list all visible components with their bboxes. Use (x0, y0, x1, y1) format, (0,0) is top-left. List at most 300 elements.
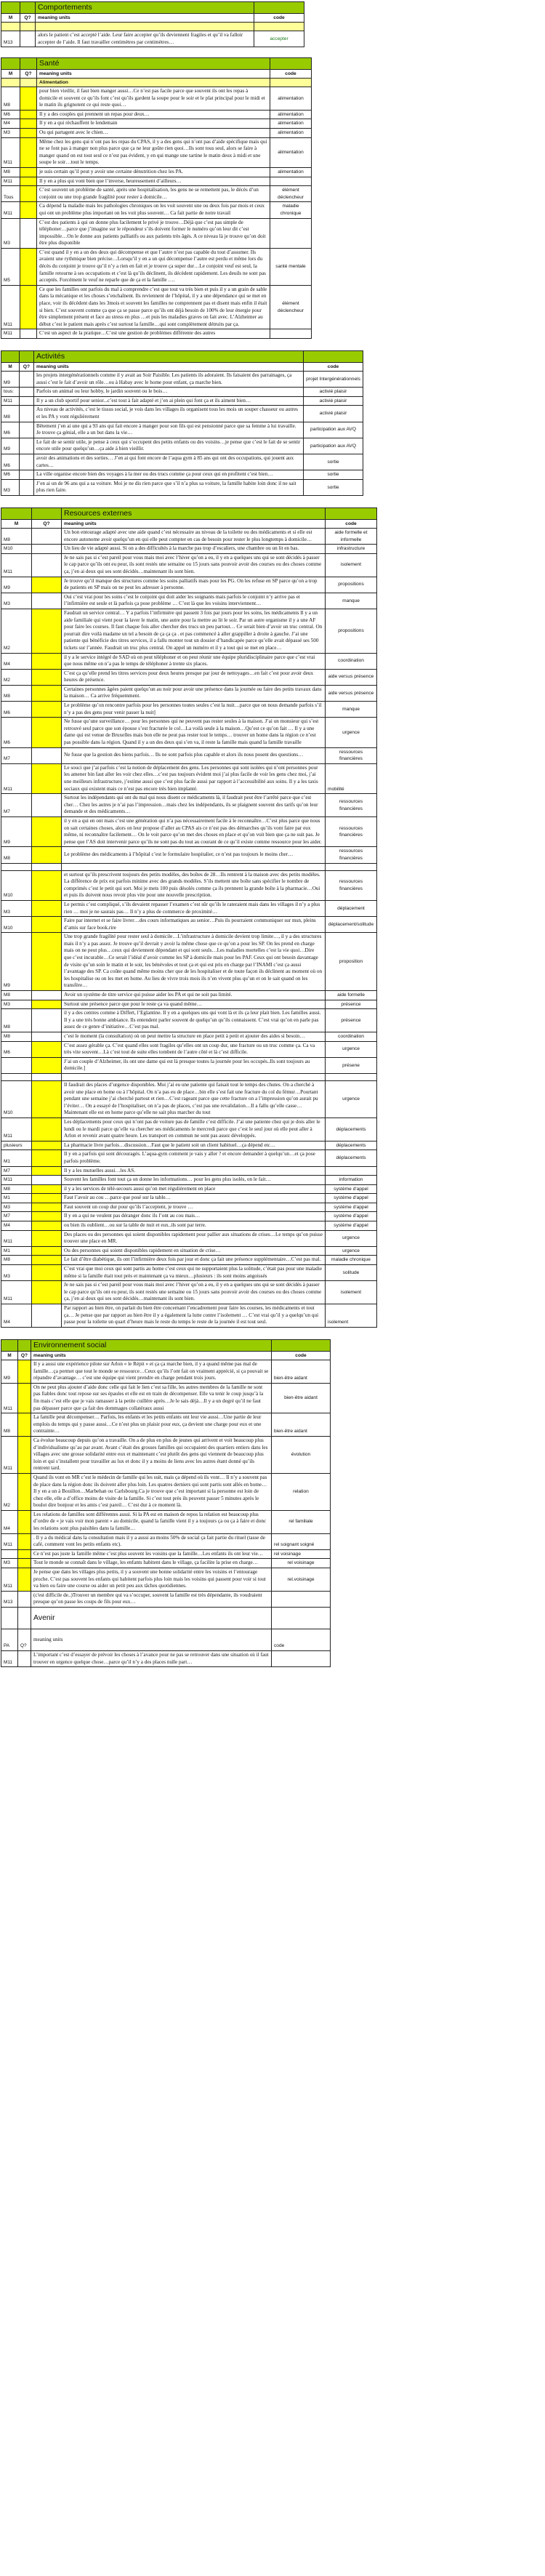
cell-code: déplacement/solitude (326, 917, 377, 933)
cell-m: M9 (1, 438, 20, 454)
cell-code: propositions (326, 609, 377, 653)
cell-q-flagged (20, 137, 37, 167)
table-row (1, 1230, 377, 1246)
cell-q-flagged (20, 119, 37, 129)
col-q-header: Q? (18, 1352, 31, 1360)
cell-m: M8 (1, 87, 20, 111)
cell-code: manque (326, 702, 377, 718)
col-m-header: M (1, 363, 20, 372)
cell-meaning-unit: Ou des personnes qui soient disponibles rapidement en situation de crise… (62, 1246, 326, 1256)
cell-q (32, 794, 62, 817)
cell-code: aide formelle (326, 991, 377, 1000)
cell-code: manque (326, 593, 377, 609)
cell-m: M10 (1, 917, 32, 933)
cell-code: sortie (304, 470, 363, 480)
cell-m: M6 (1, 1041, 32, 1057)
col-q-header: Q? (20, 14, 36, 23)
col-units-header: meaning units (36, 14, 254, 23)
cell-m: M4 (1, 119, 20, 129)
cell-m: M2 (1, 1473, 18, 1510)
cell-code: aide versus présence (326, 685, 377, 701)
cell-q (32, 553, 62, 577)
table-row (1, 1009, 377, 1032)
cell-meaning-unit: Le problème qu’on rencontre parfois pour les personnes toutes seules c’est la nuit…parce que on nous demande parfois s’il n’y a pas des gens pour venir passer la nuit] (62, 702, 326, 718)
cell-m: M1 (1, 1194, 32, 1203)
cell-m: M3 (1, 218, 20, 248)
cell-q-flagged (32, 1230, 62, 1246)
table-row (1, 1166, 377, 1176)
cell-m: M3 (1, 1559, 18, 1568)
table-title-row (1, 508, 377, 520)
cell-q (32, 991, 62, 1000)
table-title-row (1, 1340, 331, 1352)
cell-q-flagged (32, 847, 62, 863)
table-row (1, 917, 377, 933)
table-row (1, 202, 312, 218)
cell-code: infrastructure (326, 545, 377, 554)
cell-q-flagged (32, 870, 62, 900)
table-row (1, 933, 377, 991)
cell-meaning-unit: C’est assez gérable ça. C’est quand elles sont fragiles qu’elles ont un coup dur, une fracture ou un truc comme ça. Ca va très vite souvent…Là c’est tout de suite elles tombent de l’autre côté et là c’est difficile. (62, 1041, 326, 1057)
table-row (1, 1568, 331, 1592)
empty-row (1, 863, 377, 870)
table-row (1, 1413, 331, 1437)
table-title: Environnement social (31, 1340, 272, 1352)
cell-meaning-unit: Il y a un club sportif pour senior...c’est tout à fait adapté et j’en ai plein qui font ça et ils aiment bien… (34, 396, 304, 406)
empty-row (1, 1073, 377, 1080)
table-row (1, 847, 377, 863)
cell-q-flagged (32, 609, 62, 653)
cell-code: aide versus présence (326, 669, 377, 685)
cell-m: M3 (1, 128, 20, 137)
cell-meaning-unit: J’ai un couple d’Alzheimer, ils ont une dame qui est là presque toutes la journée pour les occupés..Ils sont toujours au domicile.] (62, 1057, 326, 1073)
table-title: Avenir (31, 1608, 272, 1629)
cell-q-flagged (32, 917, 62, 933)
cell-q-flagged (20, 186, 37, 202)
cell-code: déplacements (326, 1150, 377, 1166)
table-row (1, 1510, 331, 1533)
table-row (1, 669, 377, 685)
cell-q-flagged (20, 248, 37, 285)
table-header-row (1, 70, 312, 79)
cell-meaning-unit: Ne fusse qu’une surveillance… pour les personnes qui ne peuvent pas rester seules à la maison. J’ai un monsieur qui s’est retrouvé seul parce que son épouse s’est fracturée le col…La voilà seule à la maison…Qu’est ce qu’on fait … Il y a une dame qui est venue de Bruxelles mais bon elle ne peut pas rester tout le temps… trouver un home dans la région ce n’est pas possible dans la région. Quand il y a un des deux qui s’en va, il reste la famille mais quand la famille travaille (62, 718, 326, 747)
cell-code: relation (272, 1473, 331, 1510)
table-row (1, 177, 312, 186)
cell-meaning-unit: Ne fusse que la gestion des biens parfois… Ils ne sont parfois plus capable et alors ils nous posent des questions… (62, 747, 326, 763)
cell-code: bien-être aidant (272, 1413, 331, 1437)
cell-q-flagged (32, 685, 62, 701)
cell-q-flagged (20, 128, 37, 137)
table-title-row (1, 351, 363, 363)
table-activites (1, 350, 363, 496)
cell-q-flagged (32, 718, 62, 747)
cell-q-flagged (20, 177, 37, 186)
cell-q-flagged (32, 1194, 62, 1203)
cell-code: urgence (326, 1230, 377, 1246)
cell-m: M8 (1, 1032, 32, 1042)
cell-q (20, 218, 37, 248)
cell-code: coordination (326, 653, 377, 669)
cell-m: M11 (1, 1533, 18, 1549)
cell-m: M10 (1, 545, 32, 554)
table-row (1, 438, 363, 454)
cell-meaning-unit (62, 1073, 326, 1080)
cell-code: ressources financières (326, 794, 377, 817)
cell-meaning-unit: La famille peut décompenser… Parfois, les enfants et les petits enfants ont leur vie aussi…Une partie de leur emplois du temps qui y passe aussi…Ce n’est plus un plaisir pour eux, ça devient une charge pour eux et une contrainte… (31, 1413, 272, 1437)
cell-code (326, 1073, 377, 1080)
cell-code: participation aux AVQ (304, 438, 363, 454)
col-q-header: Q? (20, 70, 37, 79)
cell-meaning-unit: Faudrait un service central… Y a parfois l’infirmière qui passent 3 fois par jours pour les soins, les médicaments Il y a un aide familiale qui vient pour la laver le matin, une autre pour la mettre au lit le soir. Par un autre organisme il y a une AF pour faire les courses. Il faut chaque fois aller chercher des trucs un peu partout… Ce serait bien d’avoir un truc central. On pourrait dire voilà madame un tel a besoin de ça ça ça . et pas commencé à aller grappiller à droite à gauche. J’ai une patiente qui bénéficie des titres services, il a fallu monter tout un dossier d’handicapée parce qu’elle avait dépassé ses 500 tickets sur l’année. Faudrait un truc plus central. On appel un numéro et il y a tout qui se met en place… (62, 609, 326, 653)
col-q-header: Q? (20, 363, 34, 372)
cell-q-flagged (32, 1118, 62, 1141)
cell-meaning-unit: Il faudrait des places d’urgence disponibles. Moi j’ai eu une patiente qui faisait tout le temps des chutes. On a cherché à avoir une place en home ou à l’hôpital. On n’a pas eu de place…bin elle s’est fait une fracture du col du fémur…Pourtant pendant une semaine j’ai cherché partout et rien…C’est rageant parce que cette fracture on a l’impression qu’on aurait pu l’éviter… On a essayé de l’hospitaliser, on n’a pas de places, c’est pas une revalidation…Il a fallu qu’elle casse…Maintenant elle est en home parce qu’elle ne sait plus marcher du tout (62, 1080, 326, 1118)
cell-meaning-unit: L’important c’est d’essayer de prévoir les choses à l’avance pour ne pas se retrouver dans une situation où il faut trouver en urgence quelque chose…parce qu’il n’y a des places nulle part… (31, 1651, 272, 1667)
cell-m: M8 (1, 406, 20, 422)
table-row (1, 1118, 377, 1141)
cell-m: M10 (1, 1080, 32, 1118)
cell-m: M6 (1, 422, 20, 438)
cell-q-flagged (32, 816, 62, 846)
cell-q (32, 529, 62, 545)
table-row (1, 1141, 377, 1150)
cell-q-flagged (20, 285, 37, 329)
cell-m: M6 (1, 454, 20, 470)
cell-code: alimentation (270, 110, 312, 119)
col-units-header: meaning units (34, 363, 304, 372)
cell-meaning-unit: Il y en a parfois qui sont découragés. L’aqua-gym comment je vais y aller ? et encore demander à quelqu’un…et ça pose parfois problème. (62, 1150, 326, 1166)
cell-meaning-unit: Il y en a plus qui vont bien que l’inverse, heureusement d’ailleurs… (37, 177, 270, 186)
cell-q-flagged (18, 1568, 31, 1592)
cell-code: système d'appel (326, 1184, 377, 1194)
cell-code: rel soignant soigné (272, 1533, 331, 1549)
cell-meaning-unit: Surtout les indépendants qui ont du mal qui nous disent ce médicaments là, il faudrait peut être l’arrêté parce que c’est cher… Chez les autres je n’ai pas l’impression…mais chez les indépendants, ils se plaignent souvent des tarifs qu’on leur demande et des médicaments… (62, 794, 326, 817)
cell-m: M4 (1, 653, 32, 669)
cell-code (272, 1591, 331, 1607)
cell-meaning-unit: Ce que les familles ont parfois du mal à comprendre c’est que tout va très bien et puis il y a un grain de sable dans la mécanique et les choses s’enchaînent. Ils reviennent de l’hôpital, il y a une dépendance qui se met en place, voir ils décèdent dans les 3mois et souvent les familles ne comprennent pas et disent mais enfin il était si bien. C’est souvent comme ça que ça se passe parce qu’ils ont déjà besoin de 100% de leur énergie pour être simplement présent et face au stress en plus …et puis les maladies graves on fait avec. L’Alzheimer au début c’est le patient mais après c’est surtout la famille…qui sont complètement détruits par ça. (37, 285, 270, 329)
table-row (1, 110, 312, 119)
cell-m: M3 (1, 479, 20, 495)
cell-q-flagged (32, 763, 62, 793)
cell-q-flagged (32, 1150, 62, 1166)
cell-meaning-unit: Des places ou des personnes qui soient disponibles rapidement pour pallier aux situations de crises…Le temps qu’on puisse trouver une place en MR. (62, 1230, 326, 1246)
table-row (1, 763, 377, 793)
subheader-alimentation: Alimentation (37, 79, 270, 87)
col-m-header: M (1, 1352, 18, 1360)
cell-meaning-unit: Parfois un animal ou leur hobby, le jardin souvent ou le bois… (34, 388, 304, 397)
table-row (1, 870, 377, 900)
cell-q (20, 470, 34, 480)
cell-meaning-unit: Avoir un système de titre service qui puisse aider les PA et qui ne soit pas limité. (62, 991, 326, 1000)
table-row (1, 1041, 377, 1057)
cell-m: M9 (1, 816, 32, 846)
cell-m: M9 (1, 577, 32, 593)
table-row (1, 422, 363, 438)
cell-q-flagged (18, 1549, 31, 1559)
table-title: Activités (34, 351, 304, 363)
col-pa-header: PA (1, 1629, 18, 1651)
cell-q-flagged (32, 702, 62, 718)
cell-m: M13 (1, 31, 20, 47)
cell-m: M11 (1, 177, 20, 186)
cell-code (326, 863, 377, 870)
cell-q (20, 372, 34, 388)
cell-m (1, 1073, 32, 1080)
cell-m: M9 (1, 1360, 18, 1384)
table-row (1, 128, 312, 137)
table-row (1, 329, 312, 339)
cell-m: M11 (1, 329, 20, 339)
table-row (1, 553, 377, 577)
cell-code: projet Intergénérationnels (304, 372, 363, 388)
cell-code: bien-être aidant (272, 1383, 331, 1413)
cell-meaning-unit: pour bien vieillir, il faut bien manger aussi…Ce n’est pas facile parce que souvent ils ont les repas à domicile et souvent ce qu’ils font c’est qu’ils gardent la soupe pour le soir et le plat principal pour le midi et le matin ils grignotent ce qui reste quoi… (37, 87, 270, 111)
cell-code: isolement (326, 553, 377, 577)
table-title: Resources externes (62, 508, 326, 520)
cell-q (20, 422, 34, 438)
cell-m: M8 (1, 1413, 18, 1437)
table-row (1, 1080, 377, 1118)
cell-m: M11 (1, 553, 32, 577)
table-row (1, 31, 304, 47)
cell-code: système d'appel (326, 1194, 377, 1203)
cell-meaning-unit: Un bon entourage adapté avec une aide quand c’est nécessaire au niveau de la toilette ou des médicaments et si elle est encore autonome avoir quelqu’un en qui elle peut compter en cas de besoin pour rester le plus longtemps à domicile… (62, 529, 326, 545)
col-units-header: meaning units (31, 1629, 272, 1651)
table-row (1, 396, 363, 406)
cell-meaning-unit: Le permis c’est compliqué, s’ils devaient repasser l’examen c’est sûr qu’ils le rateraient mais dans les villages il n’y a plus rien … moi je ne saurais pas… Il n’y a plus de commerce de proximité… (62, 900, 326, 916)
cell-meaning-unit: c’est le moment (la consultation) où on peut mettre la structure en place petit à petit et ajouter des aides si besoin… (62, 1032, 326, 1042)
cell-meaning-unit: Un lieu de vie adapté aussi. Si on a des difficultés à la marche pas trop d’escaliers, une chambre ou un lit en bas. (62, 545, 326, 554)
cell-code: santé mentale (270, 248, 312, 285)
cell-code (270, 329, 312, 339)
cell-m: tous: (1, 388, 20, 397)
cell-code: aide formelle et informelle (326, 529, 377, 545)
cell-m: M7 (1, 1212, 32, 1221)
cell-code: alimentation (270, 137, 312, 167)
cell-meaning-unit: Il y a des couples qui prennent un repas pour deux… (37, 110, 270, 119)
table-row (1, 794, 377, 817)
cell-meaning-unit: je suis certain qu’il peut y avoir une certaine dénutrition chez les PA. (37, 167, 270, 177)
table-header-row (1, 14, 304, 23)
cell-code: urgence (326, 1041, 377, 1057)
cell-code: rel familiale (272, 1510, 331, 1533)
cell-q-flagged (18, 1473, 31, 1510)
table-row (1, 685, 377, 701)
cell-q (20, 479, 34, 495)
table-row (1, 454, 363, 470)
col-units-header: meaning units (62, 520, 326, 529)
cell-q-flagged (32, 1000, 62, 1009)
table-row (1, 1473, 331, 1510)
table-row (1, 1176, 377, 1185)
cell-q (18, 1591, 31, 1607)
cell-meaning-unit: Ce n’est pas juste la famille même c’est plus souvent les voisins que la famille…Les enfants ils ont leur vie… (31, 1549, 272, 1559)
cell-q-flagged (32, 1184, 62, 1194)
table-row (1, 1304, 377, 1328)
cell-code: système d'appel (326, 1203, 377, 1212)
table-row (1, 718, 377, 747)
cell-meaning-unit: C’est des patients à qui on donne plus facilement le privé je trouve…Déjà que c’est pas simple de téléphoner…parce que j’imagine sur le répondeur s’ils doivent former le numéro qu’on leur dit c’est impossible…On le donne aux patients palliatifs ou aux patients très âgés. A ce niveau là je trouve qu’on doit être plus disponible (37, 218, 270, 248)
cell-meaning-unit: C’est vrai que moi ceux qui sont partis au home c’est ceux qui ne supportaient plus la solitude, c’était pas pour une maladie même si la famille était tout près et maintenant ça va mieux…plusieurs : ils sont moins angoissés (62, 1265, 326, 1281)
cell-q-flagged (32, 1141, 62, 1150)
cell-m: M11 (1, 1176, 32, 1185)
table-row (1, 167, 312, 177)
cell-m: M11 (1, 137, 20, 167)
cell-q (32, 1009, 62, 1032)
cell-meaning-unit: Surtout une présence parce que pour le reste ça va quand même… (62, 1000, 326, 1009)
cell-q-flagged (18, 1559, 31, 1568)
cell-code: ressources financières (326, 816, 377, 846)
cell-meaning-unit: avoir des animations et des sorties… J’en ai qui font encore de l’aqua gym à 85 ans qui ont des occupations, qui jouent aux cartes… (34, 454, 304, 470)
cell-q-flagged (20, 167, 37, 177)
table-row (1, 1436, 331, 1473)
cell-meaning-unit: il y a des centres comme à Differt, l’Eglantine. Il y en a quelques uns qui vont là et ils ça leur plait bien. Les familles aussi. Il y a une très bonne ambiance. Ils entendent parler souvent de quelqu’un qu’ils connaissent. C’est vrai qu’on en parle pas assez de ce genre d’initiative…C’est pas mal. (62, 1009, 326, 1032)
table-row (1, 1533, 331, 1549)
col-m-header: M (1, 520, 32, 529)
cell-code: alimentation (270, 87, 312, 111)
cell-meaning-unit: Quand ils vont en MR c’est le médecin de famille qui les suit, mais ça dépend où ils vont… Il n’y a souvent pas de place dans la région donc ils doivent aller plus loin. Les quatres derniers qui sont partis sont allés en home…Il y en a un à Bouillon…Marbehan ou Carlsbourg.Ca je trouve que c’est important si la personne est loin de chez elle, elle a d’office moins de visite de la famille. Si c’est tout près ils peuvent passer 5 minutes après le boulot dire bonjour et les amis c’est pareil… C’est dur à ce moment là. (31, 1473, 272, 1510)
cell-code: alimentation (270, 119, 312, 129)
cell-code: participation aux AVQ (304, 422, 363, 438)
cell-meaning-unit: les projets intergénérationnels comme il y avait au Soir Paisible. Les patients ils adoraient. Ils faisaient des parrainages, ça aussi c’est le fait d’avoir un rôle…ou à Habay avec le home pour enfant, ça marche bien. (34, 372, 304, 388)
table-comportements (1, 1, 304, 47)
cell-meaning-unit: Faut l’avoir au cou …parce que posé sur la table… (62, 1194, 326, 1203)
cell-q (32, 863, 62, 870)
table-row (1, 470, 363, 480)
cell-meaning-unit (62, 863, 326, 870)
cell-m: M7 (1, 1166, 32, 1176)
table-row (1, 1212, 377, 1221)
cell-m: M4 (1, 1510, 18, 1533)
cell-m: Tous (1, 186, 20, 202)
cell-m: M8 (1, 1256, 32, 1265)
cell-code: isolement (326, 1281, 377, 1304)
cell-m: M4 (1, 1304, 32, 1328)
cell-code: isolement (326, 1304, 377, 1328)
table-subheader-row (1, 79, 312, 87)
cell-m: M2 (1, 669, 32, 685)
cell-q (32, 1073, 62, 1080)
cell-meaning-unit: La ville organise encore bien des voyages à la mer ou des trucs comme ça pour ceux qui en profitent c’est bien… (34, 470, 304, 480)
cell-meaning-unit: il y en a qui en ont mais c’est une génération qui n’a pas nécessairement facile à le reconnaître…C’est plus parce que nous on sait certaines choses, alors on leur propose d’aller au CPAS ais ce n’est pas des démarches qu’ils vont faire par eux même, ni reconnaître facilement… On le voit parce qu’on met des choses en place et qu’on voit bien que ça ne suit pas. Je pense que l’AS doit intervenir parce qu’ils ne sont pas du tout au courant de ce qu’il existe comme ressource pour les aider. (62, 816, 326, 846)
table-row (1, 1246, 377, 1256)
cell-meaning-unit: Le problème des médicaments à l’hôpital c’est le formulaire hospitalier, ce n’est pas toujours le moins cher… (62, 847, 326, 863)
cell-m: M4 (1, 1221, 32, 1231)
cell-q-flagged (20, 202, 37, 218)
cell-code: rel voisinage (272, 1549, 331, 1559)
cell-m: M10 (1, 870, 32, 900)
cell-q (18, 1651, 31, 1667)
cell-code: coordination (326, 1032, 377, 1042)
table-header-row (1, 363, 363, 372)
cell-meaning-unit: Faut souvent un coup dur pour qu’ils l’acceptent, je trouve … (62, 1203, 326, 1212)
cell-meaning-unit: Par rapport au bien être, on parlait du bien être concernant l’encadrement pour faire les courses, les médicaments et tout ça… Je pense que par rapport au bien être il y a également la lutte contre l’isolement … C’est vrai qu’il y a quelqu’un qui passe pour la toilette un quart d’heure mais le reste du temps le reste de la journée il est tout seul. (62, 1304, 326, 1328)
cell-m: M1 (1, 1150, 32, 1166)
cell-meaning-unit: Au niveau de activités, c’est le tissus social, je vois dans les villages ils organisent tous les mois un souper chasseur ou autres et les PA y vont régulièrement (34, 406, 304, 422)
table-row (1, 1256, 377, 1265)
cell-m (1, 1057, 32, 1073)
cell-code: proposition (326, 933, 377, 991)
cell-code: information (326, 1176, 377, 1185)
cell-q (32, 1032, 62, 1042)
col-m-header: M (1, 70, 20, 79)
cell-code: activié plaisir (304, 406, 363, 422)
cell-m: M3 (1, 1203, 32, 1212)
cell-q-flagged (32, 653, 62, 669)
cell-meaning-unit: Il y en a qui réchauffent le lendemain (37, 119, 270, 129)
cell-m: M6 (1, 470, 20, 480)
table-row (1, 186, 312, 202)
table-row (1, 1383, 331, 1413)
col-q-header: Q? (32, 520, 62, 529)
cell-q (32, 1176, 62, 1185)
cell-m: M11 (1, 1281, 32, 1304)
cell-q-flagged (32, 1246, 62, 1256)
cell-q-flagged (32, 1166, 62, 1176)
cell-meaning-unit: Certaines personnes âgées paient quelqu’un au noir pour avoir une présence dans la journée ou faire des petits travaux dans la maison… Ca arrive fréquemment. (62, 685, 326, 701)
table-row (1, 1221, 377, 1231)
cell-code: activié plaisir (304, 388, 363, 397)
cell-q-flagged (18, 1383, 31, 1413)
cell-meaning-unit: il y a le service intégré de SAD où on peut téléphoner et on peut réunir une équipe pluridisciplinaire parce que c’est vrai que nous même on n’a pas le temps de téléphoner à trente six places. (62, 653, 326, 669)
table-row (1, 816, 377, 846)
cell-q (20, 329, 37, 339)
cell-q-flagged (32, 1203, 62, 1212)
cell-code: système d'appel (326, 1221, 377, 1231)
table-row (1, 702, 377, 718)
cell-q (20, 396, 34, 406)
cell-m: M11 (1, 1436, 18, 1473)
cell-meaning-unit: Il y a les mutuelles aussi…les AS. (62, 1166, 326, 1176)
col-code-header: code (272, 1629, 331, 1651)
cell-m: M13 (1, 1591, 18, 1607)
cell-m: M8 (1, 991, 32, 1000)
cell-m: M11 (1, 285, 20, 329)
table-row (1, 545, 377, 554)
table-row (1, 87, 312, 111)
table-row (1, 1032, 377, 1042)
cell-code: déplacements (326, 1118, 377, 1141)
cell-m: M11 (1, 1383, 18, 1413)
table-row (1, 609, 377, 653)
col-units-header: meaning units (31, 1352, 272, 1360)
cell-code: accepter (254, 31, 304, 47)
cell-q-flagged (18, 1533, 31, 1549)
table-header-row (1, 520, 377, 529)
cell-q-flagged (18, 1436, 31, 1473)
table-environnement-social (1, 1339, 331, 1667)
cell-meaning-unit: C’est souvent un problème de santé, après une hospitalisation, les gens ne se remettent pas, le décès d’un conjoint ou une trop grande fragilité pour rester à domicile… (37, 186, 270, 202)
cell-meaning-unit: La pharmacie livre parfois…discussion…Faut que le patient soit un client habituel…ça dépend etc… (62, 1141, 326, 1150)
cell-m: M6 (1, 110, 20, 119)
cell-code (272, 1651, 331, 1667)
table-row (1, 1591, 331, 1607)
cell-q-flagged (32, 1041, 62, 1057)
cell-q (20, 388, 34, 397)
cell-q-flagged (20, 87, 37, 111)
cell-m: M11 (1, 1230, 32, 1246)
cell-code: rel voisinage (272, 1559, 331, 1568)
cell-q (20, 454, 34, 470)
cell-code: déplacements (326, 1141, 377, 1150)
cell-q-flagged (32, 1057, 62, 1073)
cell-m: M7 (1, 794, 32, 817)
cell-code: sortie (304, 479, 363, 495)
cell-code: urgence (326, 718, 377, 747)
cell-meaning-unit: (c'est difficile de..)Trouver un membre qui va s’occuper, souvent la famille est très dépendante, ils voudraient presque qu’on passe les coups de fils pour eux… (31, 1591, 272, 1607)
cell-q-flagged (18, 1360, 31, 1384)
cell-m: M9 (1, 933, 32, 991)
